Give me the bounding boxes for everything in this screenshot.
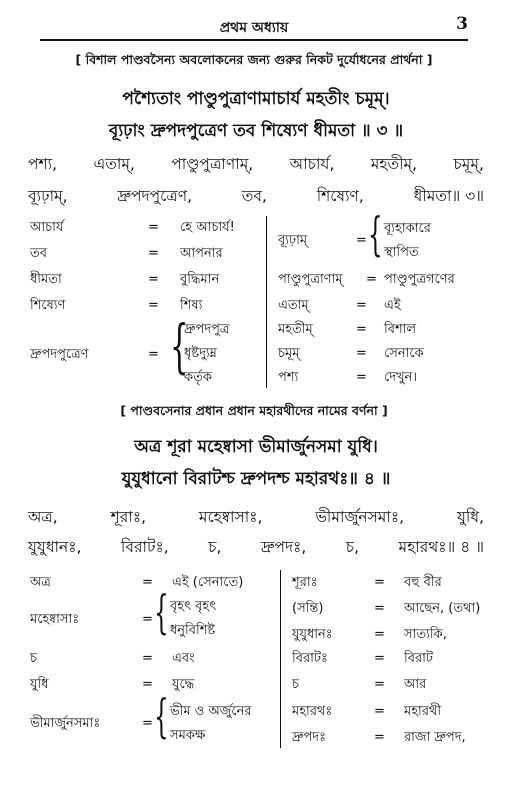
equals-sign: =	[148, 347, 159, 362]
gloss-term: ধীমতা	[30, 272, 62, 287]
column-divider	[280, 570, 281, 748]
word: যুযুধানঃ,	[28, 538, 82, 556]
gloss-meaning: ভীম ও অর্জুনের	[170, 704, 252, 719]
curly-brace: {	[154, 585, 169, 639]
gloss-meaning: রাজা দ্রুপদ,	[404, 730, 466, 745]
gloss-meaning: ধৃষ্টদ্যুম্ন	[184, 346, 217, 361]
word: যুধি,	[456, 508, 484, 526]
gloss-meaning: সমকক্ষ	[170, 728, 206, 743]
shloka-3-line-1: পশ্যৈতাং পাণ্ডুপুত্রাণামাচার্য মহতীং চমূম্।	[122, 89, 390, 109]
word: বিরাটঃ,	[120, 538, 169, 556]
gloss-meaning: সেনাকে	[384, 346, 424, 361]
shloka-3-line-2: ব্যূঢ়াং দ্রুপদপুত্রেণ তব শিষ্যেণ ধীমতা ॥ ৩ ॥	[108, 121, 404, 141]
equals-sign: =	[142, 651, 153, 666]
word: পশ্য,	[28, 155, 58, 173]
gloss-meaning: ব্যূহাকারে	[384, 221, 431, 236]
section-heading-1: [ বিশাল পাণ্ডবসৈন্য অবলোকনের জন্য গুরুর নিকট দুর্যোধনের প্রার্থনা ]	[75, 52, 433, 67]
gloss-term: শিষ্যেণ	[30, 298, 66, 313]
word: শিষ্যেণ,	[316, 187, 364, 205]
curly-brace: {	[368, 207, 383, 261]
gloss-term: বিরাটঃ	[292, 651, 328, 666]
gloss-meaning: ধনুবিশিষ্ট	[170, 623, 216, 638]
word: এতাম্,	[93, 155, 135, 173]
word: তব,	[241, 187, 267, 205]
word: চমূম্,	[453, 155, 484, 173]
gloss-meaning: সাত্যকি,	[404, 627, 447, 642]
gloss-meaning: দেখুন।	[384, 370, 418, 385]
gloss-meaning: এই	[384, 298, 401, 313]
gloss-term: মহতীম্	[278, 322, 313, 337]
word: দ্রুপদপুত্রেণ,	[117, 187, 193, 205]
equals-sign: =	[356, 346, 367, 361]
header-rule	[40, 39, 468, 41]
gloss-meaning: এই (সেনাতে)	[172, 575, 244, 590]
equals-sign: =	[148, 298, 159, 313]
equals-sign: =	[356, 298, 367, 313]
page-number: 3	[456, 14, 468, 34]
shloka-4-line-1: অত্র শূরা মহেষ্বাসা ভীমার্জুনসমা যুধি।	[134, 437, 378, 457]
chapter-title: প্রথম অধ্যায়	[219, 20, 289, 36]
equals-sign: =	[356, 233, 367, 248]
word: চ,	[345, 538, 360, 556]
word: আচার্য,	[289, 155, 335, 173]
gloss-term: পাণ্ডুপুত্রাণাম্	[278, 272, 343, 287]
word-split-3-line-1	[28, 152, 484, 178]
gloss-meaning: দ্রুপদপুত্র	[184, 322, 230, 337]
gloss-term: শূরাঃ	[292, 575, 318, 590]
column-divider	[266, 216, 267, 388]
equals-sign: =	[148, 246, 159, 261]
gloss-meaning: বহু বীর	[404, 575, 442, 590]
gloss-meaning: আছেন, (তথা)	[404, 601, 481, 616]
equals-sign: =	[142, 612, 153, 627]
equals-sign: =	[374, 651, 385, 666]
word: অত্র,	[28, 508, 58, 526]
gloss-term: চ	[292, 677, 300, 692]
gloss-term: চমূম্	[278, 346, 300, 361]
equals-sign: =	[142, 677, 153, 692]
word: ধীমতা॥ ৩॥	[413, 187, 484, 205]
gloss-term: অত্র	[30, 575, 51, 590]
gloss-term: তব	[30, 246, 47, 261]
word: ব্যূঢ়াম্,	[28, 187, 68, 205]
gloss-meaning: হে আচার্য!	[180, 220, 235, 235]
word: ভীমার্জুনসমাঃ,	[315, 508, 405, 526]
gloss-term: আচার্য	[30, 220, 64, 235]
equals-sign: =	[148, 272, 159, 287]
gloss-meaning: আর	[404, 677, 427, 692]
word: মহেষ্বাসাঃ,	[198, 508, 263, 526]
gloss-meaning: বিশাল	[384, 322, 417, 337]
gloss-term: এতাম্	[278, 298, 309, 313]
gloss-term: দ্রুপদঃ	[292, 730, 327, 745]
word: শূরাঃ,	[110, 508, 147, 526]
equals-sign: =	[142, 575, 153, 590]
word-split-4-line-1	[28, 505, 484, 531]
gloss-term: মহেষ্বাসাঃ	[30, 612, 80, 627]
gloss-meaning: বৃহৎ বৃহৎ	[170, 599, 217, 614]
word-split-3-line-2	[28, 184, 484, 210]
equals-sign: =	[374, 704, 385, 719]
word: মহতীম্,	[370, 155, 418, 173]
equals-sign: =	[374, 677, 385, 692]
gloss-meaning: যুদ্ধে	[172, 677, 195, 692]
gloss-meaning: শিষ্য	[180, 298, 203, 313]
word: পাণ্ডুপুত্রাণাম্,	[171, 155, 254, 173]
curly-brace: {	[154, 689, 169, 743]
gloss-meaning: মহারথী	[404, 704, 442, 719]
gloss-meaning: এবং	[172, 651, 195, 666]
word: দ্রুপদঃ,	[260, 538, 307, 556]
gloss-meaning: কর্তৃক	[184, 370, 212, 385]
gloss-meaning: আপনার	[180, 246, 223, 261]
equals-sign: =	[374, 601, 385, 616]
word-split-4-line-2	[28, 535, 484, 561]
gloss-term: দ্রুপদপুত্রেণ	[30, 347, 89, 362]
word: চ,	[208, 538, 222, 556]
gloss-meaning: বুদ্ধিমান	[180, 272, 220, 287]
equals-sign: =	[142, 716, 153, 731]
equals-sign: =	[356, 322, 367, 337]
gloss-meaning: পাণ্ডুপুত্রগণের	[384, 272, 455, 287]
shloka-4-line-2: যুযুধানো বিরাটশ্চ দ্রুপদশ্চ মহারথঃ॥ ৪ ॥	[121, 469, 391, 489]
gloss-meaning: স্থাপিত	[384, 245, 419, 260]
equals-sign: =	[366, 272, 377, 287]
gloss-term: যুযুধানঃ	[292, 627, 333, 642]
equals-sign: =	[356, 370, 367, 385]
gloss-term: (সন্তি)	[292, 601, 324, 616]
gloss-term: পশ্য	[278, 370, 299, 385]
curly-brace: {	[170, 312, 189, 380]
section-heading-2: [ পাণ্ডবসেনার প্রধান প্রধান মহারথীদের নামের বর্ণনা ]	[120, 403, 388, 418]
gloss-term: মহারথঃ	[292, 704, 333, 719]
gloss-meaning: বিরাট	[404, 651, 433, 666]
gloss-term: ভীমার্জুনসমাঃ	[30, 716, 101, 731]
gloss-term: চ	[30, 651, 38, 666]
equals-sign: =	[374, 627, 385, 642]
equals-sign: =	[148, 220, 159, 235]
page-header	[0, 14, 508, 36]
gloss-term: যুধি	[30, 677, 49, 692]
equals-sign: =	[374, 575, 385, 590]
gloss-term: ব্যূঢ়াম্	[278, 233, 308, 248]
word: মহারথঃ॥ ৪ ॥	[398, 538, 484, 556]
equals-sign: =	[374, 730, 385, 745]
